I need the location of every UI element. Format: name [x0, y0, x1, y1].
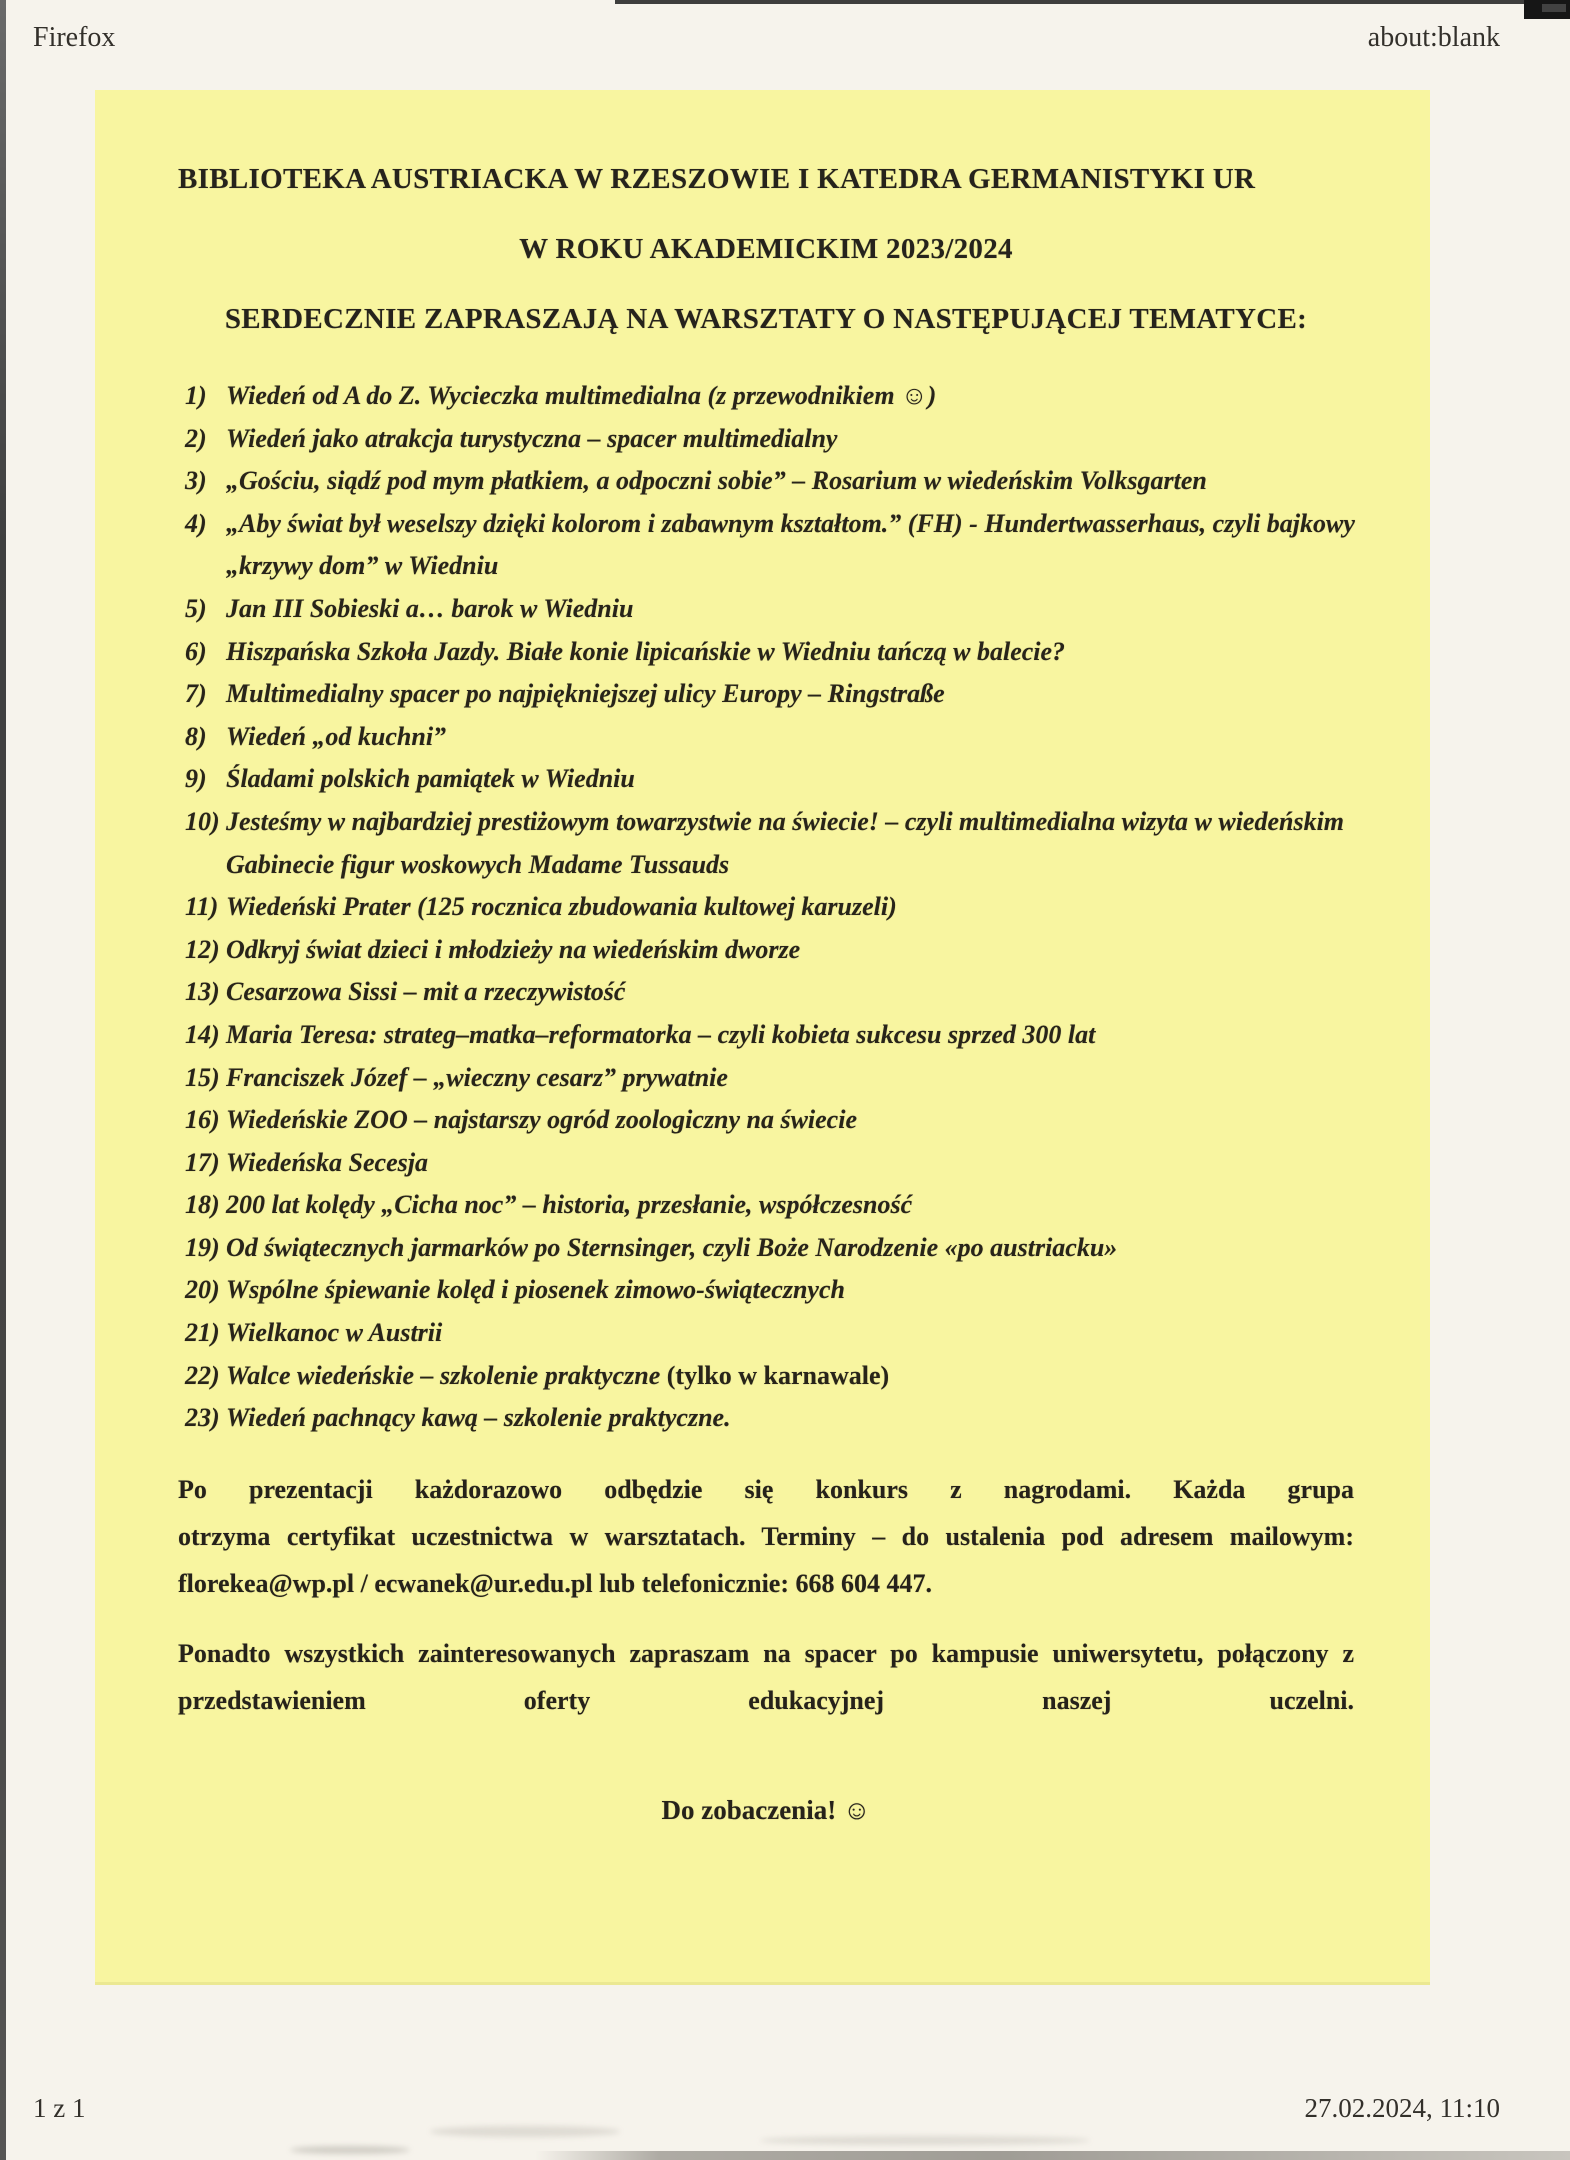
topic-number: 5): [185, 593, 207, 623]
topic-number: 11): [185, 892, 219, 922]
topic-text: Od świątecznych jarmarków po Sternsinger, czyli Boże Narodzenie «po austriacku»: [226, 1232, 1118, 1262]
flyer-title-line1: BIBLIOTEKA AUSTRIACKA W RZESZOWIE I KATEDRA GERMANISTYKI UR: [178, 163, 1256, 195]
topic-item: [185, 1227, 1354, 1270]
topic-item: [185, 1057, 1354, 1100]
topic-number: 20): [185, 1275, 220, 1305]
topic-text: „Gościu, siądź pod mym płatkiem, a odpoczni sobie” – Rosarium w wiedeńskim Volksgarten: [226, 466, 1207, 496]
topic-number: 2): [185, 423, 207, 453]
topic-number: 15): [185, 1062, 220, 1092]
flyer-title-line2: W ROKU AKADEMICKIM 2023/2024: [519, 233, 1013, 265]
topic-item: [185, 1099, 1354, 1142]
topic-item: [185, 1014, 1354, 1057]
topic-text-italic: Walce wiedeńskie – szkolenie praktyczne: [226, 1360, 667, 1390]
page-count: 1 z 1: [33, 2093, 86, 2123]
topic-text: Wiedeń „od kuchni”: [226, 721, 447, 751]
topic-number: 7): [185, 679, 207, 709]
topic-number: 17): [185, 1147, 220, 1177]
topic-number: 10): [185, 806, 220, 836]
topic-text: 200 lat kolędy „Cicha noc” – historia, przesłanie, współczesność: [226, 1190, 913, 1220]
info-paragraph-campus: [178, 1630, 1354, 1724]
topic-text: Wiedeń od A do Z. Wycieczka multimedialna (z przewodnikiem ☺): [226, 381, 937, 410]
page-url: about:blank: [1367, 22, 1500, 53]
topic-text: Wiedeńskie ZOO – najstarszy ogród zoologiczny na świecie: [226, 1105, 857, 1135]
topic-number: 23): [185, 1403, 220, 1433]
topic-item: [185, 588, 1354, 631]
topic-text-continued: „krzywy dom” w Wiedniu: [226, 551, 499, 581]
topic-item: [185, 1142, 1354, 1185]
topic-item: [185, 758, 1354, 801]
topic-text: Jesteśmy w najbardziej prestiżowym towarzystwie na świecie! – czyli multimedialna wizyta w wiedeńskim: [226, 806, 1345, 836]
topic-item: [185, 673, 1354, 716]
topic-text: Wiedeński Prater (125 rocznica zbudowania kultowej karuzeli): [226, 892, 897, 922]
topic-number: 12): [185, 934, 220, 964]
flyer-paper: [95, 90, 1430, 1985]
info-paragraph-contact: [178, 1466, 1354, 1607]
topic-number: 14): [185, 1019, 220, 1049]
topic-number: 4): [185, 508, 207, 538]
topic-text: Wielkanoc w Austrii: [226, 1318, 443, 1348]
topic-number: 8): [185, 721, 207, 751]
topic-number: 1): [185, 381, 207, 410]
scan-artifact-left-edge: [0, 0, 6, 2160]
paragraph-line: przedstawieniem oferty edukacyjnej naszej uczelni.: [178, 1685, 1354, 1715]
topic-text: Wspólne śpiewanie kolęd i piosenek zimowo-świątecznych: [226, 1275, 845, 1305]
topic-text: Wiedeńska Secesja: [226, 1147, 428, 1177]
scan-artifact-smudge: [290, 2146, 410, 2154]
topic-number: 3): [185, 466, 207, 496]
paragraph-line: otrzyma certyfikat uczestnictwa w warsztatach. Terminy – do ustalenia pod adresem mailowym:: [178, 1521, 1354, 1551]
paragraph-line: florekea@wp.pl / ecwanek@ur.edu.pl lub telefonicznie: 668 604 447.: [178, 1568, 932, 1598]
scan-artifact-smudge: [760, 2136, 1090, 2145]
topic-number: 9): [185, 764, 207, 794]
topic-text: „Aby świat był weselszy dzięki kolorom i zabawnym kształtom.” (FH) - Hundertwasserhaus, czyli bajkowy: [226, 508, 1355, 538]
topics-list: [185, 375, 1354, 1440]
topic-text: Jan III Sobieski a… barok w Wiedniu: [226, 593, 634, 623]
topic-text: Cesarzowa Sissi – mit a rzeczywistość: [226, 977, 626, 1007]
topic-number: 22): [185, 1360, 220, 1390]
topic-item: [185, 460, 1354, 503]
topic-text: Wiedeń pachnący kawą – szkolenie praktyczne.: [226, 1403, 731, 1433]
topic-item: [185, 1269, 1354, 1312]
topic-item: [185, 375, 1354, 418]
topic-item: [185, 929, 1354, 972]
topic-text: Hiszpańska Szkoła Jazdy. Białe konie lipicańskie w Wiedniu tańczą w balecie?: [226, 636, 1066, 666]
topic-item: [185, 886, 1354, 929]
topic-number: 19): [185, 1232, 220, 1262]
flyer-title-line3: SERDECZNIE ZAPRASZAJĄ NA WARSZTATY O NASTĘPUJĄCEJ TEMATYCE:: [224, 303, 1308, 335]
topic-text: [226, 1355, 1354, 1398]
scan-artifact-corner-smear: [1542, 4, 1566, 12]
browser-name: Firefox: [33, 22, 116, 53]
topic-item: [185, 418, 1354, 461]
topic-item: [185, 1397, 1354, 1440]
scan-artifact-top-line: [615, 0, 1570, 4]
topic-text-regular: (tylko w karnawale): [666, 1360, 890, 1390]
topic-item: [185, 971, 1354, 1014]
topic-text: Wiedeń jako atrakcja turystyczna – spacer multimedialny: [226, 423, 838, 453]
scan-artifact-bottom-band: [535, 2151, 1570, 2160]
topic-item: [185, 1184, 1354, 1227]
topic-text: Maria Teresa: strateg–matka–reformatorka – czyli kobieta sukcesu sprzed 300 lat: [226, 1019, 1096, 1049]
paragraph-line: Po prezentacji każdorazowo odbędzie się konkurs z nagrodami. Każda grupa: [178, 1474, 1354, 1504]
topic-text: Multimedialny spacer po najpiękniejszej ulicy Europy – Ringstraße: [226, 679, 945, 709]
topic-text: Odkryj świat dzieci i młodzieży na wiedeńskim dworze: [226, 934, 801, 964]
topic-number: 18): [185, 1190, 220, 1220]
topic-text: Śladami polskich pamiątek w Wiedniu: [226, 764, 635, 794]
topic-number: 21): [185, 1318, 220, 1348]
topic-text-continued: Gabinecie figur woskowych Madame Tussauds: [226, 849, 730, 879]
topic-item: [185, 716, 1354, 759]
topic-item: [185, 1312, 1354, 1355]
topic-number: 6): [185, 636, 207, 666]
closing-line: Do zobaczenia! ☺: [661, 1794, 871, 1825]
topic-number: 16): [185, 1105, 220, 1135]
print-datetime: 27.02.2024, 11:10: [1304, 2093, 1500, 2123]
paragraph-line: Ponadto wszystkich zainteresowanych zapraszam na spacer po kampusie uniwersytetu, połączony z: [178, 1638, 1354, 1668]
topic-number: 13): [185, 977, 220, 1007]
topic-item: [185, 503, 1354, 588]
topic-item: [185, 801, 1354, 886]
scan-artifact-smudge: [430, 2126, 620, 2137]
topic-item: [185, 1355, 1354, 1398]
topic-text: Franciszek Józef – „wieczny cesarz” prywatnie: [226, 1062, 728, 1092]
topic-item: [185, 631, 1354, 674]
